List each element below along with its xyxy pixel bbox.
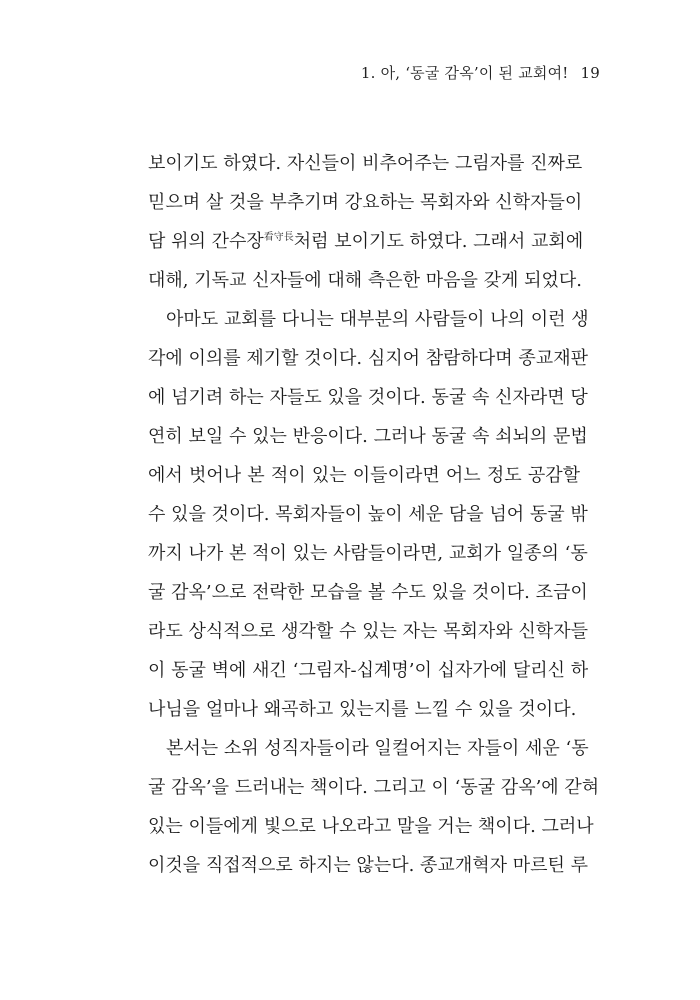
text-line: 수 있을 것이다. 목회자들이 높이 세운 담을 넘어 동굴 밖	[148, 504, 588, 525]
text-line: 굴 감옥’을 드러내는 책이다. 그리고 이 ‘동굴 감옥’에 갇혀	[148, 777, 600, 798]
text-segment: 처럼 보이기도 하였다. 그래서 교회에	[293, 231, 584, 252]
text-line: 에서 벗어나 본 적이 있는 이들이라면 어느 정도 공감할	[148, 465, 580, 486]
text-line: 굴 감옥’으로 전락한 모습을 볼 수도 있을 것이다. 조금이	[148, 582, 588, 603]
text-line: 에 넘기려 하는 자들도 있을 것이다. 동굴 속 신자라면 당	[148, 387, 588, 408]
running-header	[361, 62, 600, 83]
text-segment: 담 위의 간수장	[148, 231, 264, 252]
paragraph-first-line: 본서는 소위 성직자들이라 일컬어지는 자들이 세운 ‘동	[166, 738, 589, 759]
text-line: 대해, 기독교 신자들에 대해 측은한 마음을 갖게 되었다.	[148, 270, 583, 291]
text-line: 이것을 직접적으로 하지는 않는다. 종교개혁자 마르틴 루	[148, 855, 588, 876]
paragraph-first-line: 아마도 교회를 다니는 대부분의 사람들이 나의 이런 생	[166, 309, 589, 330]
text-line: 이 동굴 벽에 새긴 ‘그림자-십계명’이 십자가에 달리신 하	[148, 660, 589, 681]
text-line: 연히 보일 수 있는 반응이다. 그러나 동굴 속 쇠뇌의 문법	[148, 426, 588, 447]
text-line	[148, 222, 584, 261]
page-number: 19	[580, 64, 600, 82]
text-line: 까지 나가 본 적이 있는 사람들이라면, 교회가 일종의 ‘동	[148, 543, 588, 564]
text-line: 나님을 얼마나 왜곡하고 있는지를 느낄 수 있을 것이다.	[148, 699, 577, 720]
hanja-annotation: 看守長	[263, 232, 294, 243]
text-line: 보이기도 하였다. 자신들이 비추어주는 그림자를 진짜로	[148, 153, 583, 174]
text-line: 있는 이들에게 빛으로 나오라고 말을 거는 책이다. 그러나	[148, 816, 594, 837]
text-line: 라도 상식적으로 생각할 수 있는 자는 목회자와 신학자들	[148, 621, 588, 642]
chapter-title: 1. 아, ‘동굴 감옥’이 된 교회여!	[360, 64, 569, 82]
text-line: 믿으며 살 것을 부추기며 강요하는 목회자와 신학자들이	[148, 192, 583, 213]
text-line: 각에 이의를 제기할 것이다. 심지어 참람하다며 종교재판	[148, 348, 588, 369]
body-text	[148, 144, 600, 885]
